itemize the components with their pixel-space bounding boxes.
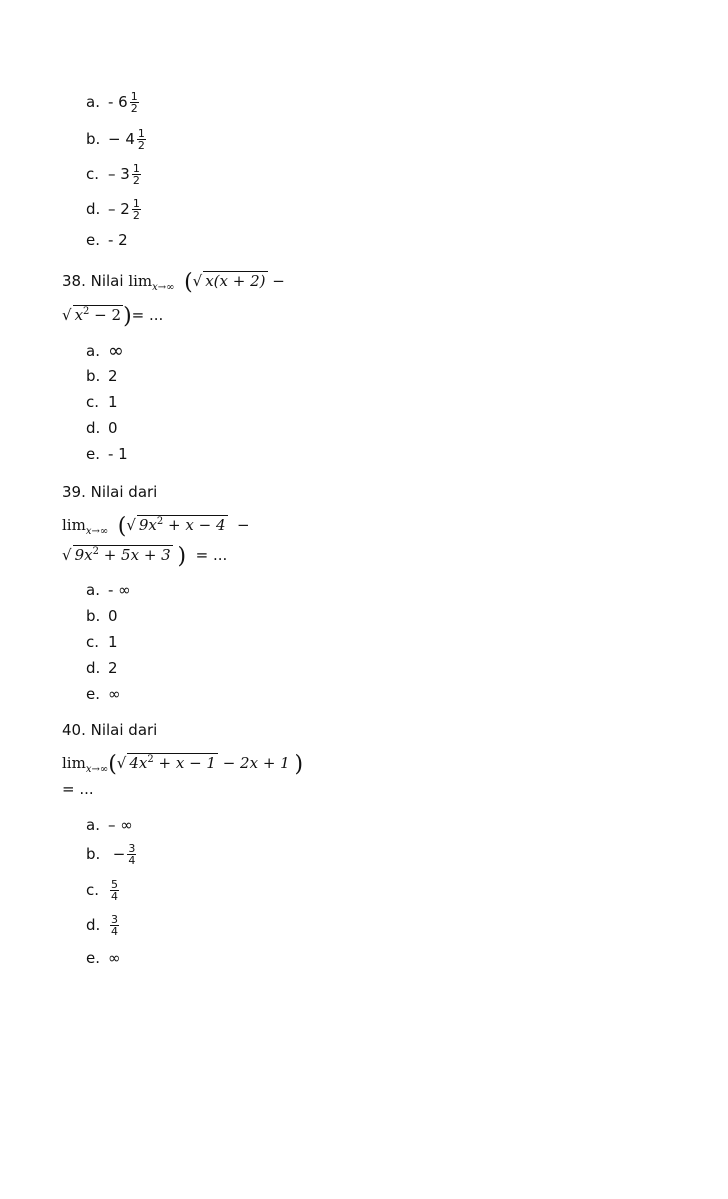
option-value: - 1 — [108, 445, 128, 463]
option-letter: b. — [86, 367, 101, 385]
q40-line-3 — [62, 777, 94, 801]
q40-option-c — [86, 879, 121, 901]
option-letter: c. — [86, 881, 100, 899]
exponent: 2 — [147, 754, 154, 765]
radicand — [127, 753, 218, 772]
option-letter: b. — [86, 607, 101, 625]
option-letter: d. — [86, 419, 101, 437]
option-letter: a. — [86, 816, 100, 834]
option-letter: e. — [86, 949, 100, 967]
q40-option-a — [86, 814, 133, 836]
option-sign: - 6 — [108, 93, 128, 111]
radicand-part: 9x — [138, 516, 157, 534]
fraction-denominator: 2 — [137, 138, 145, 152]
fraction-denominator: 4 — [111, 889, 118, 903]
option-value: ∞ — [108, 685, 121, 703]
option-value: 2 — [108, 367, 118, 385]
fraction — [110, 879, 119, 902]
radicand-part: 4x — [129, 754, 148, 772]
fraction-numerator: 1 — [132, 161, 140, 175]
q39-line-1 — [62, 480, 157, 504]
q37-option-e — [86, 229, 128, 251]
option-value: 1 — [108, 393, 118, 411]
radicand: x(x + 2) — [205, 272, 266, 290]
option-value: ∞ — [108, 949, 121, 967]
option-letter: d. — [86, 916, 101, 934]
option-value: - 2 — [108, 231, 128, 249]
option-letter: e. — [86, 231, 100, 249]
option-letter: d. — [86, 200, 101, 218]
option-letter: e. — [86, 685, 100, 703]
q40-option-e — [86, 947, 121, 969]
lim-subscript: x→∞ — [152, 282, 175, 293]
radicand-part: + x − 4 — [163, 516, 226, 534]
q39-option-d — [86, 657, 118, 679]
q37-option-a — [86, 91, 141, 113]
q40-line-2: $\lim_{x\to\infty}(√$ $4x^2 + x - 1 - 2x + 1$ ) — [62, 752, 304, 777]
option-letter: a. — [86, 581, 100, 599]
lim-subscript: x→∞ — [85, 526, 109, 537]
fraction-numerator: 1 — [132, 196, 140, 210]
q39-option-a — [86, 579, 131, 601]
fraction-numerator: 3 — [111, 912, 118, 926]
option-letter: a. — [86, 342, 100, 360]
q39-option-c — [86, 631, 118, 653]
radicand-part: 9x — [74, 546, 93, 564]
option-letter: d. — [86, 659, 101, 677]
radicand-part: + 5x + 3 — [98, 546, 171, 564]
option-sign: − — [112, 845, 126, 863]
q38-option-d — [86, 417, 118, 439]
q37-option-c — [86, 163, 143, 185]
question-prefix: 40. Nilai dari — [62, 721, 158, 739]
exponent: 2 — [83, 306, 90, 317]
option-value: 2 — [108, 659, 118, 677]
option-letter: e. — [86, 445, 100, 463]
equals-dots: = ... — [131, 306, 164, 324]
q38-option-e — [86, 443, 128, 465]
q40-line-1 — [62, 718, 157, 742]
option-letter: c. — [86, 165, 100, 183]
q38-option-a — [86, 340, 124, 362]
option-letter: b. — [86, 130, 101, 148]
option-sign: – 2 — [108, 200, 130, 218]
q39-line-3: √ $9x^2 + 5x + 3$ ) = ... — [62, 544, 228, 569]
fraction-denominator: 2 — [130, 101, 138, 115]
radicand — [137, 515, 228, 534]
fraction-numerator: 1 — [130, 89, 138, 103]
fraction-denominator: 4 — [128, 853, 136, 867]
q38-option-c — [86, 391, 118, 413]
radicand-rest: − 2 — [89, 306, 122, 324]
option-value: – ∞ — [108, 816, 133, 834]
fraction-denominator: 2 — [132, 208, 140, 222]
q39-option-e — [86, 683, 121, 705]
fraction-numerator: 3 — [128, 841, 136, 855]
radicand — [73, 305, 124, 324]
fraction — [132, 198, 141, 221]
minus-sign: − — [237, 516, 250, 534]
q39-option-b — [86, 605, 118, 627]
radicand-base: x — [74, 306, 84, 324]
question-prefix: 39. Nilai dari — [62, 483, 158, 501]
option-value: 0 — [108, 419, 118, 437]
q37-option-d — [86, 198, 143, 220]
fraction-denominator: 2 — [132, 173, 140, 187]
option-value: 1 — [108, 633, 118, 651]
q40-option-d — [86, 914, 121, 936]
equals-dots: = ... — [195, 546, 228, 564]
exponent: 2 — [156, 516, 164, 527]
q38-line-1: 38. Nilai $\lim_{x\to\infty}$ (√ x(x + 2) − — [62, 270, 285, 295]
option-value: ∞ — [108, 340, 124, 362]
fraction — [127, 843, 136, 866]
radicand — [73, 545, 173, 564]
question-prefix: 38. Nilai — [62, 272, 124, 290]
radicand-part: + x − 1 — [153, 754, 216, 772]
option-letter: a. — [86, 93, 100, 111]
fraction — [137, 128, 146, 151]
option-sign: – 3 — [108, 165, 130, 183]
lim-operator: lim — [128, 272, 153, 290]
option-value: - ∞ — [108, 581, 131, 599]
fraction — [110, 914, 119, 937]
expression-rest: − 2x + 1 — [217, 754, 290, 772]
exponent: 2 — [92, 546, 99, 557]
option-letter: b. — [86, 845, 101, 863]
option-value: 0 — [108, 607, 118, 625]
option-letter: c. — [86, 393, 100, 411]
q38-line-2: √ $x^2 - 2)=$ ... — [62, 304, 164, 329]
lim-operator: lim — [62, 516, 86, 534]
lim-operator: lim — [62, 754, 86, 772]
q38-option-b — [86, 365, 118, 387]
lim-subscript: x→∞ — [85, 764, 109, 775]
equals-dots: = ... — [62, 780, 94, 798]
fraction-numerator: 1 — [137, 126, 145, 140]
fraction-denominator: 4 — [111, 924, 118, 938]
q40-option-b — [86, 843, 138, 865]
q39-line-2: $\lim_{x\to\infty}$ (√ $9x^2 + x - 4$ − — [62, 514, 250, 539]
option-sign: − 4 — [108, 130, 135, 148]
option-letter: c. — [86, 633, 100, 651]
minus-sign: − — [272, 272, 285, 290]
fraction-numerator: 5 — [111, 877, 118, 891]
fraction — [130, 91, 139, 114]
fraction — [132, 163, 141, 186]
q37-option-b — [86, 128, 148, 150]
